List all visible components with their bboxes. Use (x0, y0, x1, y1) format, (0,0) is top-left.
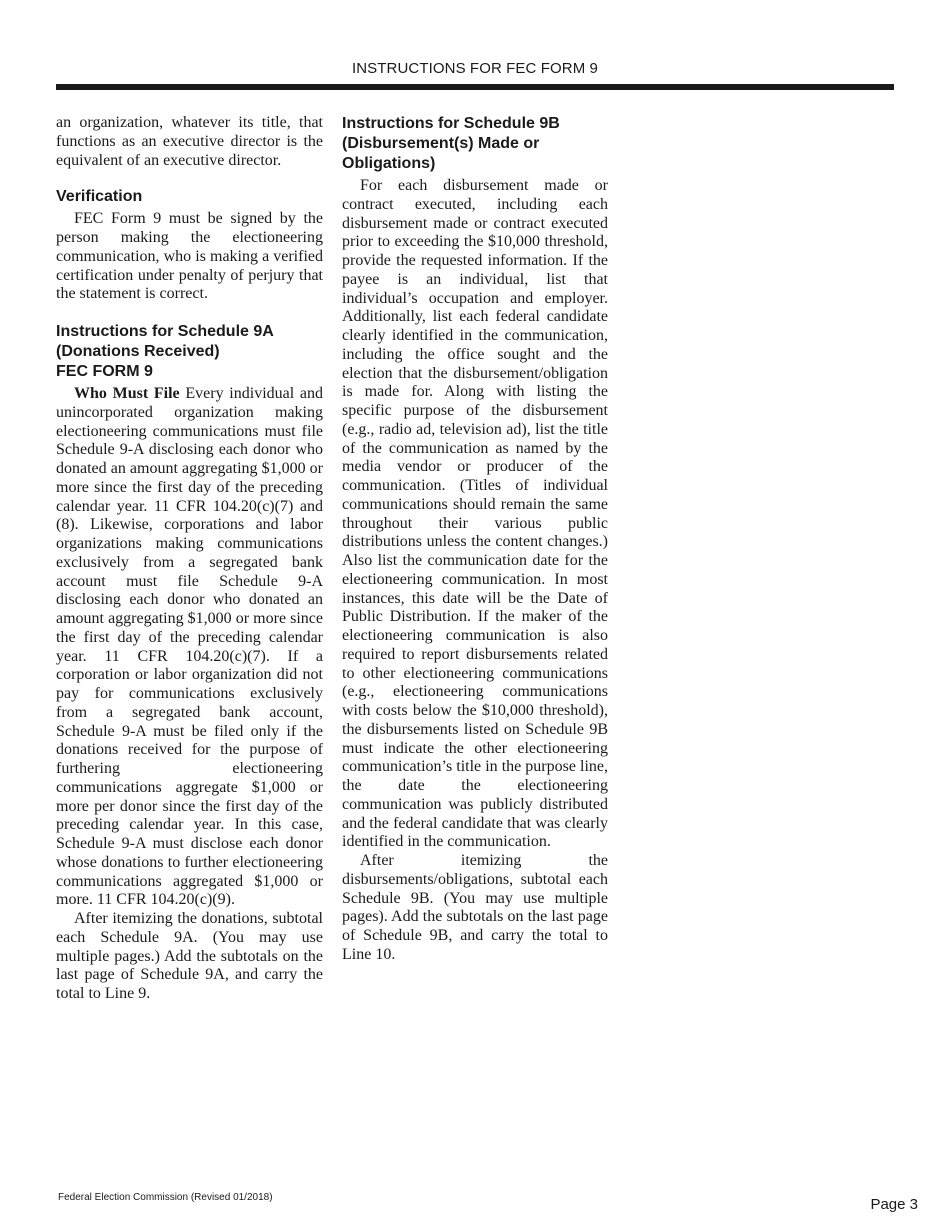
intro-paragraph: an organization, whatever its title, that functions as an executive director is the equivalent of an executive director. (56, 114, 323, 169)
schedule-9b-heading (342, 114, 608, 174)
schedule-9b-heading-line3: Obligations) (342, 155, 436, 172)
schedule-9b-heading-line1: Instructions for Schedule 9B (342, 115, 560, 132)
header-rule (56, 84, 894, 90)
schedule-9b-heading-line2: (Disbursement(s) Made or (342, 135, 540, 152)
who-must-file-label: Who Must File (74, 385, 180, 402)
verification-paragraph: FEC Form 9 must be signed by the person making the electioneering communication, who is making a verified certification under penalty of perjury that the statement is correct. (56, 210, 323, 303)
page-number: Page 3 (870, 1196, 918, 1213)
schedule-9a-heading-line1: Instructions for Schedule 9A (56, 323, 274, 340)
page-header-title: INSTRUCTIONS FOR FEC FORM 9 (351, 60, 599, 77)
middle-column (342, 114, 608, 965)
schedule-9a-heading-line3: FEC FORM 9 (56, 363, 153, 380)
who-must-file-paragraph (56, 385, 323, 910)
left-column (56, 114, 323, 1004)
schedule-9a-heading (56, 322, 323, 382)
schedule-9a-after-itemizing-paragraph: After itemizing the donations, subtotal each Schedule 9A. (You may use multiple pages.) Add the subtotals on the last page of Schedule 9A, and carry the total to Line 9. (56, 910, 323, 1002)
footer-revision-note: Federal Election Commission (Revised 01/2018) (58, 1192, 273, 1203)
who-must-file-text: Every individual and unincorporated organization making electioneering communications must file Schedule 9-A disclosing each donor who donated an amount aggregating $1,000 or more since the first day of the preceding calendar year. 11 CFR 104.20(c)(7) and (8). Likewise, corporations and labor organizations making communications exclusively from a segregated bank account must file Schedule 9-A disclosing each donor who donated an amount aggregating $1,000 or more since the first day of the preceding calendar year. 11 CFR 104.20(c)(7). If a corporation or labor organization did not pay for communications exclusively from a segregated bank account, Schedule 9-A must be filed only if the donations received for the purpose of furthering electioneering communications aggregate $1,000 or more per donor since the first day of the preceding calendar year. In this case, Schedule 9-A must disclose each donor whose donations to further electioneering communications aggregated $1,000 or more. 11 CFR 104.20(c)(9). (56, 385, 323, 909)
schedule-9b-after-itemizing-paragraph: After itemizing the disbursements/obligations, subtotal each Schedule 9B. (You may use multiple pages). Add the subtotals on the last page of Schedule 9B, and carry the total to Line 10. (342, 852, 608, 963)
schedule-9a-heading-line2: (Donations Received) (56, 343, 220, 360)
schedule-9b-disbursement-paragraph: For each disbursement made or contract executed, including each disbursement made or contract executed prior to exceeding the $10,000 threshold, provide the requested information. If the payee is an individual, list that individual’s occupation and employer. Additionally, list each federal candidate clearly identified in the communication, including the office sought and the election that the disbursement/obligation is made for. Along with listing the specific purpose of the disbursement (e.g., radio ad, television ad), list the title of the communication as named by the media vendor or producer of the communication. (Titles of individual communications should remain the same throughout their various public distributions unless the content changes.) Also list the communication date for the electioneering communication. In most instances, this date will be the Date of Public Distribution. If the maker of the electioneering communication is also required to report disbursements related to other electioneering communications (e.g., electioneering communications with costs below the $10,000 threshold), the disbursements listed on Schedule 9B must indicate the other electioneering communication’s title in the purpose line, the date the electioneering communication was publicly distributed and the federal candidate that was clearly identified in the communication. (342, 177, 608, 851)
verification-heading: Verification (56, 188, 143, 206)
